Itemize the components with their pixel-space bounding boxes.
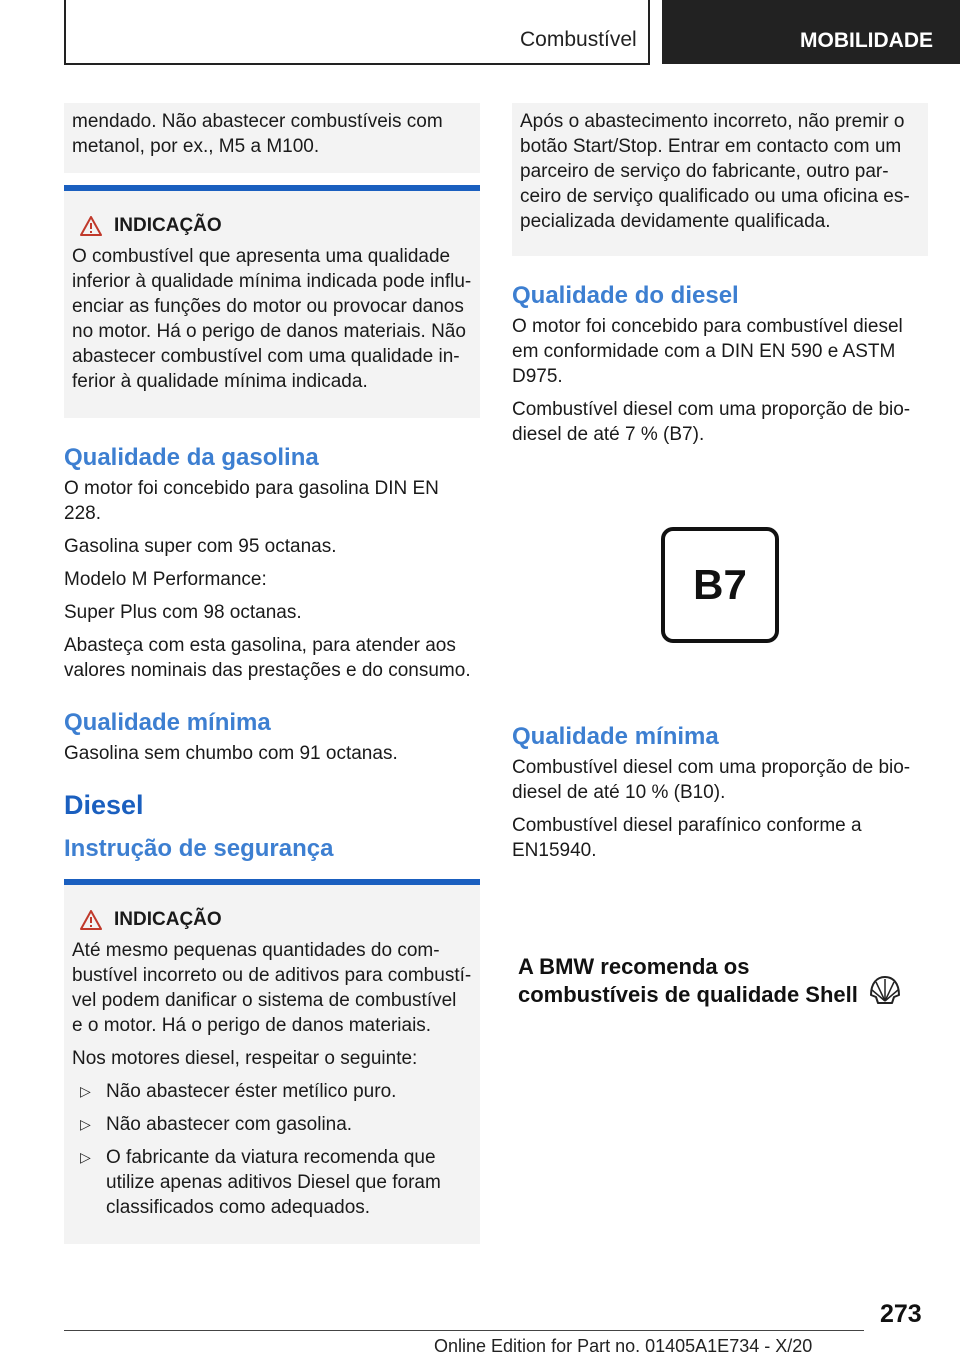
after-misfuel-box [512,103,928,256]
notice-box-2 [64,879,480,1244]
left-column [64,103,480,1244]
diesel-quality-p1: O motor foi concebido para combustível diesel em conformidade com a DIN EN 590 e ASTM D975. [512,316,903,387]
gasoline-p3: Modelo M Performance: [64,569,267,590]
gasoline-p1: O motor foi concebido para gasolina DIN EN 228. [64,478,439,524]
after-misfuel-text: Após o abastecimento incorreto, não premir o botão Start/Stop. Entrar em contacto com um parceiro de serviço do fabricante, outro par- ceiro de serviço qualificado ou uma oficina es- pecializada devidamente qualificada. [520,111,910,232]
shell-recommendation [512,953,928,1009]
warning-triangle-icon [80,910,102,930]
gasoline-quality-heading: Qualidade da gasolina [64,444,319,471]
notice-title-text-2: INDICAÇÃO [114,909,222,930]
notice-text-1: O combustível que apresenta uma qualidade inferior à qualidade mínima indicada pode influ- enciar as funções do motor ou provocar danos no motor. Há o perigo de danos materiais. Não abastecer combustível com uma qualidade in- ferior à qualidade mínima indicada. [72,246,472,392]
safety-heading: Instrução de segurança [64,835,334,862]
intro-text: mendado. Não abastecer combustíveis com metanol, por ex., M5 a M100. [72,111,443,157]
shell-logo-icon [868,975,902,1005]
right-column [512,103,928,1009]
notice-text-2b: Nos motores diesel, respeitar o seguinte: [72,1048,418,1069]
notice-text-2a: Até mesmo pequenas quantidades do com- bustível incorreto ou de aditivos para combustí- vel podem danificar o sistema de combustível e o motor. Há o perigo de danos materiais. [72,940,472,1036]
header-chapter-label: MOBILIDADE [800,29,933,52]
diesel-heading: Diesel [64,790,144,820]
b7-label-wrapper [512,527,928,643]
list-item: ▷ Não abastecer com gasolina. [72,1112,472,1137]
gasoline-p5: Abasteça com esta gasolina, para atender aos valores nominais das prestações e do consumo. [64,635,471,681]
b7-label-text: B7 [693,561,747,608]
min-quality-heading-right: Qualidade mínima [512,723,719,750]
intro-box [64,103,480,173]
min-quality-p2-right: Combustível diesel parafínico conforme a EN15940. [512,815,862,861]
min-quality-p1-right: Combustível diesel com uma proporção de bio- diesel de até 10 % (B10). [512,757,911,803]
shell-text [518,953,858,1009]
list-item: ▷ O fabricante da viatura recomenda que utilize apenas aditivos Diesel que foram classificados como adequados. [72,1145,472,1220]
gasoline-p2: Gasolina super com 95 octanas. [64,536,337,557]
notice-title-text-1: INDICAÇÃO [114,215,222,236]
header-chapter-tab [662,0,960,64]
notice-bullet-list [72,1079,472,1220]
shell-text-line-2: combustíveis de qualidade Shell [518,982,858,1007]
footer-edition: Online Edition for Part no. 01405A1E734 - X/20 [434,1336,813,1356]
gasoline-p4: Super Plus com 98 octanas. [64,602,302,623]
page-number: 273 [880,1300,922,1328]
notice-box-1 [64,185,480,418]
shell-text-line-1: A BMW recomenda os [518,954,750,979]
footer-rule [64,1330,864,1331]
min-quality-p1-left: Gasolina sem chumbo com 91 octanas. [64,743,398,764]
header-rule-bottom [64,63,650,65]
min-quality-heading-left: Qualidade mínima [64,709,271,736]
b7-fuel-label-icon [661,527,779,643]
notice-title-2 [72,907,472,932]
list-item: ▷ Não abastecer éster metílico puro. [72,1079,472,1104]
notice-title-1 [72,213,472,238]
diesel-quality-heading: Qualidade do diesel [512,282,739,309]
diesel-quality-p2: Combustível diesel com uma proporção de bio- diesel de até 7 % (B7). [512,399,911,445]
header-rule-right [648,0,650,64]
warning-triangle-icon [80,216,102,236]
header-rule-left [64,0,66,64]
header-section-title: Combustível [520,28,637,51]
